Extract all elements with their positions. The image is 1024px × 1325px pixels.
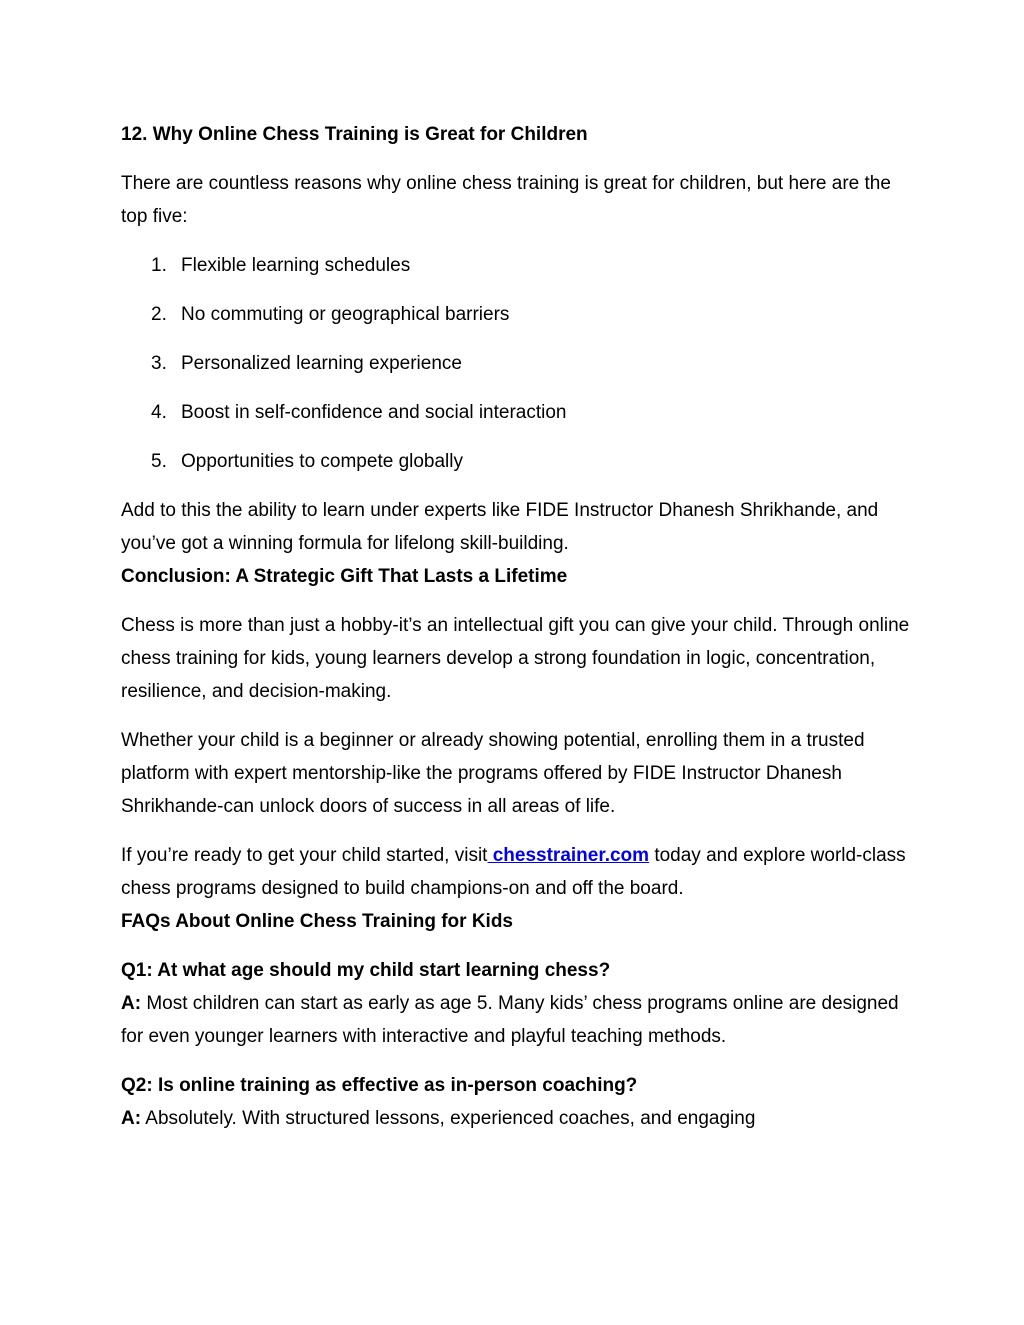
list-item-number: 1. [151,255,167,276]
chesstrainer-link[interactable]: chesstrainer.com [487,845,650,866]
faq-question: Q1: At what age should my child start learning chess? [121,960,611,981]
list-item [151,445,911,478]
list-item-number: 5. [151,451,167,472]
list-item [151,298,911,331]
faqs-heading: FAQs About Online Chess Training for Kids [121,911,513,932]
answer-prefix: A: [121,1108,142,1129]
paragraph-text: If you’re ready to get your child started, visit [121,845,488,866]
list-item-number: 2. [151,304,167,325]
list-item-number: 4. [151,402,167,423]
list-item-text: Opportunities to compete globally [181,451,463,472]
reasons-list [121,249,911,478]
faq-question: Q2: Is online training as effective as in-person coaching? [121,1075,638,1096]
document-page [121,118,911,1135]
list-item-text: Boost in self-confidence and social interaction [181,402,567,423]
faq-answer [121,987,911,1053]
section-intro-paragraph: There are countless reasons why online chess training is great for children, but here are the top five: [121,173,891,227]
section-heading-why-online: 12. Why Online Chess Training is Great for Children [121,124,588,145]
list-item-text: Flexible learning schedules [181,255,411,276]
answer-prefix: A: [121,993,142,1014]
paragraph-text: today and explore world-class chess programs designed to build champions-on and off the board. [121,845,906,899]
list-item [151,249,911,282]
conclusion-paragraph-3 [121,839,911,905]
faq-answer [121,1102,911,1135]
faq-item [121,1069,911,1135]
answer-text: Absolutely. With structured lessons, experienced coaches, and engaging [141,1108,756,1129]
section-outro-paragraph: Add to this the ability to learn under experts like FIDE Instructor Dhanesh Shrikhande, and you’ve got a winning formula for lifelong skill-building. [121,500,879,554]
list-item [151,347,911,380]
list-item-number: 3. [151,353,167,374]
conclusion-paragraph-1: Chess is more than just a hobby-it’s an intellectual gift you can give your child. Through online chess training for kids, young learners develop a strong foundation in logic, concentration, resilience, and decision-making. [121,615,910,702]
faq-item [121,954,911,1053]
list-item [151,396,911,429]
conclusion-heading: Conclusion: A Strategic Gift That Lasts a Lifetime [121,566,568,587]
list-item-text: No commuting or geographical barriers [181,304,510,325]
list-item-text: Personalized learning experience [181,353,462,374]
conclusion-paragraph-2: Whether your child is a beginner or already showing potential, enrolling them in a trusted platform with expert mentorship-like the programs offered by FIDE Instructor Dhanesh Shrikhande-can unlock doors of success in all areas of life. [121,730,865,817]
answer-text: Most children can start as early as age 5. Many kids’ chess programs online are designed for even younger learners with interactive and playful teaching methods. [121,993,899,1047]
